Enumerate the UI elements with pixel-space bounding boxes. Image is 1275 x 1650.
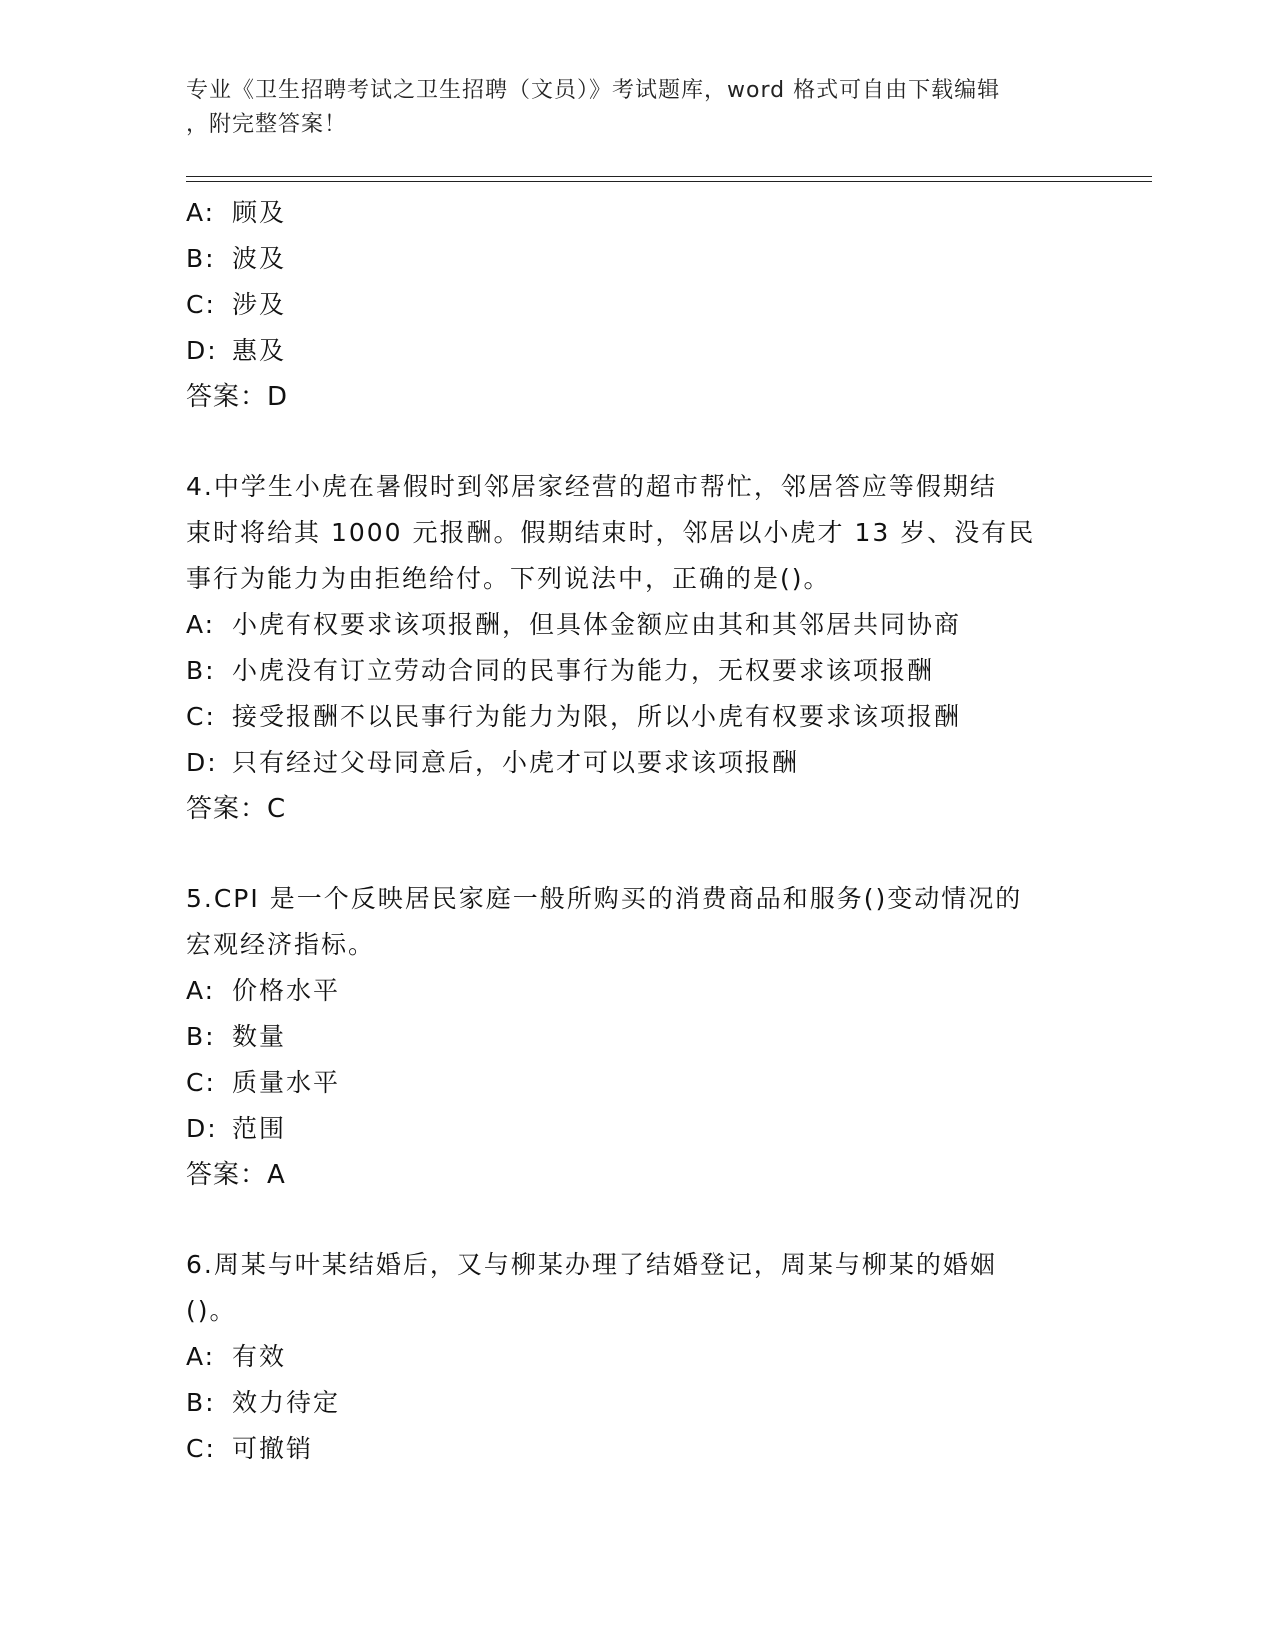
option-text: 数量 bbox=[232, 1022, 287, 1051]
question-list bbox=[186, 190, 1146, 1472]
option-text: 范围 bbox=[232, 1114, 287, 1143]
option-a bbox=[186, 968, 1146, 1014]
question-text-line: 宏观经济指标。 bbox=[186, 930, 376, 959]
option-a bbox=[186, 602, 1146, 648]
option-d bbox=[186, 328, 1146, 374]
header-divider-bottom bbox=[186, 181, 1152, 182]
spacer bbox=[186, 1198, 1146, 1242]
answer-line: 答案：D bbox=[186, 382, 289, 412]
header-line-2: ，附完整答案！ bbox=[186, 112, 348, 137]
option-text: 小虎有权要求该项报酬，但具体金额应由其和其邻居共同协商 bbox=[232, 610, 962, 639]
question-3 bbox=[186, 190, 1146, 420]
question-text-line: 束时将给其 1000 元报酬。假期结束时，邻居以小虎才 13 岁、没有民 bbox=[186, 518, 1036, 547]
option-key: D: bbox=[186, 748, 218, 777]
option-c bbox=[186, 694, 1146, 740]
option-a bbox=[186, 190, 1146, 236]
option-text: 效力待定 bbox=[232, 1388, 341, 1417]
question-5 bbox=[186, 876, 1146, 1198]
document-header bbox=[186, 74, 1086, 142]
question-text-line: ()。 bbox=[186, 1296, 237, 1325]
option-text: 顾及 bbox=[232, 198, 287, 227]
option-c bbox=[186, 1060, 1146, 1106]
question-text-line: 事行为能力为由拒绝给付。下列说法中，正确的是()。 bbox=[186, 564, 831, 593]
option-key: D: bbox=[186, 336, 218, 365]
option-key: C: bbox=[186, 1068, 216, 1097]
option-b bbox=[186, 1014, 1146, 1060]
question-text-line: 4.中学生小虎在暑假时到邻居家经营的超市帮忙，邻居答应等假期结 bbox=[186, 472, 997, 501]
answer-line: 答案：A bbox=[186, 1160, 286, 1190]
header-line-1: 专业《卫生招聘考试之卫生招聘（文员）》考试题库，word 格式可自由下载编辑 bbox=[186, 78, 1001, 103]
option-key: A: bbox=[186, 610, 216, 639]
option-key: A: bbox=[186, 1342, 216, 1371]
question-text-line: 5.CPI 是一个反映居民家庭一般所购买的消费商品和服务()变动情况的 bbox=[186, 884, 1023, 913]
option-key: D: bbox=[186, 1114, 218, 1143]
option-key: C: bbox=[186, 290, 216, 319]
option-text: 接受报酬不以民事行为能力为限，所以小虎有权要求该项报酬 bbox=[232, 702, 962, 731]
option-text: 有效 bbox=[232, 1342, 287, 1371]
option-d bbox=[186, 1106, 1146, 1152]
option-b bbox=[186, 236, 1146, 282]
question-6 bbox=[186, 1242, 1146, 1472]
question-4 bbox=[186, 464, 1146, 832]
option-key: C: bbox=[186, 702, 216, 731]
option-key: B: bbox=[186, 1388, 216, 1417]
option-b bbox=[186, 648, 1146, 694]
option-key: B: bbox=[186, 656, 216, 685]
option-b bbox=[186, 1380, 1146, 1426]
option-text: 质量水平 bbox=[232, 1068, 341, 1097]
option-d bbox=[186, 740, 1146, 786]
answer-line: 答案：C bbox=[186, 794, 287, 824]
option-text: 只有经过父母同意后，小虎才可以要求该项报酬 bbox=[232, 748, 800, 777]
option-key: C: bbox=[186, 1434, 216, 1463]
option-c bbox=[186, 1426, 1146, 1472]
option-text: 涉及 bbox=[232, 290, 287, 319]
option-text: 惠及 bbox=[232, 336, 287, 365]
question-text-line: 6.周某与叶某结婚后，又与柳某办理了结婚登记，周某与柳某的婚姻 bbox=[186, 1250, 997, 1279]
option-text: 价格水平 bbox=[232, 976, 341, 1005]
option-key: B: bbox=[186, 244, 216, 273]
option-a bbox=[186, 1334, 1146, 1380]
option-text: 小虎没有订立劳动合同的民事行为能力，无权要求该项报酬 bbox=[232, 656, 935, 685]
spacer bbox=[186, 832, 1146, 876]
option-key: A: bbox=[186, 198, 216, 227]
option-text: 波及 bbox=[232, 244, 287, 273]
option-text: 可撤销 bbox=[232, 1434, 314, 1463]
spacer bbox=[186, 420, 1146, 464]
option-c bbox=[186, 282, 1146, 328]
option-key: A: bbox=[186, 976, 216, 1005]
option-key: B: bbox=[186, 1022, 216, 1051]
header-divider-top bbox=[186, 176, 1152, 177]
